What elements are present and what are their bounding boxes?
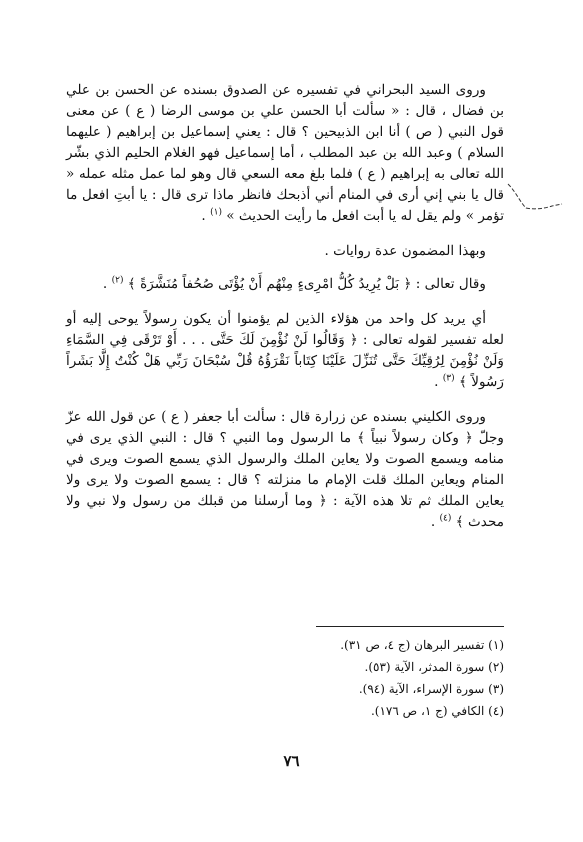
footnotes-list bbox=[66, 634, 504, 722]
paragraph-quran-isra: أي يريد كل واحد من هؤلاء الذين لم يؤمنوا أن يكون رسولاً يوحى إليه أو لعله تفسير لقوله تعالى : ﴿ وَقَالُوا لَنْ نُؤْمِنَ لَكَ حَتَّى . . . أَوْ تَرْقَى فِي السَّمَاءِ وَلَنْ نُؤْمِنَ لِرُقِيِّكَ حَتَّى تُنَزِّلَ عَلَيْنَا كِتَاباً نَقْرَؤُهُ قُلْ سُبْحَانَ رَبِّي هَلْ كُنْتُ إِلَّا بَشَراً رَسُولاً ﴾ $^{(٣)}$ . bbox=[66, 311, 504, 390]
footnote-reference: (١) bbox=[210, 207, 222, 218]
footnote-item: (٢) سورة المدثر، الآية (٥٣). bbox=[364, 660, 504, 674]
paragraph-text: وروى السيد البحراني في تفسيره عن الصدوق بسنده عن الحسن بن علي بن فضال ، قال : « سألت أبا الحسن علي بن موسى الرضا ( ع ) عن معنى قول النبي ( ص ) أنا ابن الذبيحين ؟ قال : يعني إسماعيل بن إبراهيم ( عليهما السلام ) وعبد الله بن عبد المطلب ، أما إسماعيل فهو الغلام الحليم الذي بشّر الله تعالى به إبراهيم ( ع ) فلما بلغ معه السعي قال وهو لما عمل مثله عمله « قال يا بني إني أرى في المنام أني أذبحك فانظر ماذا ترى قال : يا أبتِ افعل ما تؤمر » ولم يقل له يا أبت افعل ما رأيت الحديث » bbox=[66, 82, 504, 224]
paragraph-text: وبهذا المضمون عدة روايات . bbox=[324, 243, 486, 259]
footnote-item: (٣) سورة الإسراء، الآية (٩٤). bbox=[358, 682, 504, 696]
footnote-item: (٤) الكافي (ج ١، ص ١٧٦). bbox=[370, 704, 504, 718]
paragraph-sadouq-narration: وروى السيد البحراني في تفسيره عن الصدوق بسنده عن الحسن بن علي بن فضال ، قال : « سألت أبا الحسن علي بن موسى الرضا ( ع ) عن معنى قول النبي ( ص ) أنا ابن الذبيحين ؟ قال : يعني إسماعيل بن إبراهيم ( عليهما السلام ) وعبد الله بن عبد المطلب ، أما إسماعيل فهو الغلام الحليم الذي بشّر الله تعالى به إبراهيم ( ع ) فلما بلغ معه السعي قال وهو لما عمل مثله عمله « قال يا بني إني أرى في المنام أني أذبحك فانظر ماذا ترى قال : يا أبتِ افعل ما تؤمر » ولم يقل له يا أبت افعل ما رأيت الحديث » $^{(١)}$ . bbox=[66, 82, 504, 224]
body-text bbox=[66, 80, 504, 547]
page-number: ٧٦ bbox=[283, 752, 300, 770]
paragraph-quran-muddathir: وقال تعالى : ﴿ بَلْ يُرِيدُ كُلُّ امْرِىءٍ مِنْهُم أَنْ يُؤْتَى صُحُفاً مُنَشَّرَةً ﴾ $^{(٢)}$ . bbox=[102, 275, 486, 292]
paragraph-narrations-note bbox=[66, 241, 504, 262]
paragraph-text: وقال تعالى : ﴿ بَلْ يُرِيدُ كُلُّ امْرِىءٍ مِنْهُم أَنْ يُؤْتَى صُحُفاً مُنَشَّرَةً ﴾ bbox=[127, 276, 486, 292]
paragraph-text: وروى الكليني بسنده عن زرارة قال : سألت أبا جعفر ( ع ) عن قول الله عزّ وجلّ ﴿ وكان رسولاً نبياً ﴾ ما الرسول وما النبي ؟ قال : النبي الذي يرى في منامه ويسمع الصوت ولا يعاين الملك والرسول الذي يسمع الصوت ويرى في المنام ويعاين الملك قلت الإمام ما منزلته ؟ قال : يسمع الصوت ولا يرى ولا يعاين الملك ثم تلا هذه الآية : ﴿ وما أرسلنا من قبلك من رسول ولا نبي ولا محدث ﴾ bbox=[66, 409, 504, 530]
footnote-reference: (٢) bbox=[111, 275, 124, 286]
footnote-divider bbox=[316, 626, 504, 627]
paragraph-text: أي يريد كل واحد من هؤلاء الذين لم يؤمنوا أن يكون رسولاً يوحى إليه أو لعله تفسير لقوله تعالى : ﴿ وَقَالُوا لَنْ نُؤْمِنَ لَكَ حَتَّى . . . أَوْ تَرْقَى فِي السَّمَاءِ وَلَنْ نُؤْمِنَ لِرُقِيِّكَ حَتَّى تُنَزِّلَ عَلَيْنَا كِتَاباً نَقْرَؤُهُ قُلْ سُبْحَانَ رَبِّي هَلْ كُنْتُ إِلَّا بَشَراً رَسُولاً ﴾ bbox=[66, 311, 504, 390]
paragraph-kulayni-narration: وروى الكليني بسنده عن زرارة قال : سألت أبا جعفر ( ع ) عن قول الله عزّ وجلّ ﴿ وكان رسولاً نبياً ﴾ ما الرسول وما النبي ؟ قال : النبي الذي يرى في منامه ويسمع الصوت ولا يعاين الملك والرسول الذي يسمع الصوت ويرى في المنام ويعاين الملك قلت الإمام ما منزلته ؟ قال : يسمع الصوت ولا يرى ولا يعاين الملك ثم تلا هذه الآية : ﴿ وما أرسلنا من قبلك من رسول ولا نبي ولا محدث ﴾ $^{(٤)}$ . bbox=[66, 409, 504, 530]
footnote-reference: (٤) bbox=[439, 513, 452, 524]
footnote-item: (١) تفسير البرهان (ج ٤، ص ٣١). bbox=[340, 638, 504, 652]
footnote-reference: (٣) bbox=[442, 373, 455, 384]
margin-pen-stroke bbox=[506, 178, 566, 218]
